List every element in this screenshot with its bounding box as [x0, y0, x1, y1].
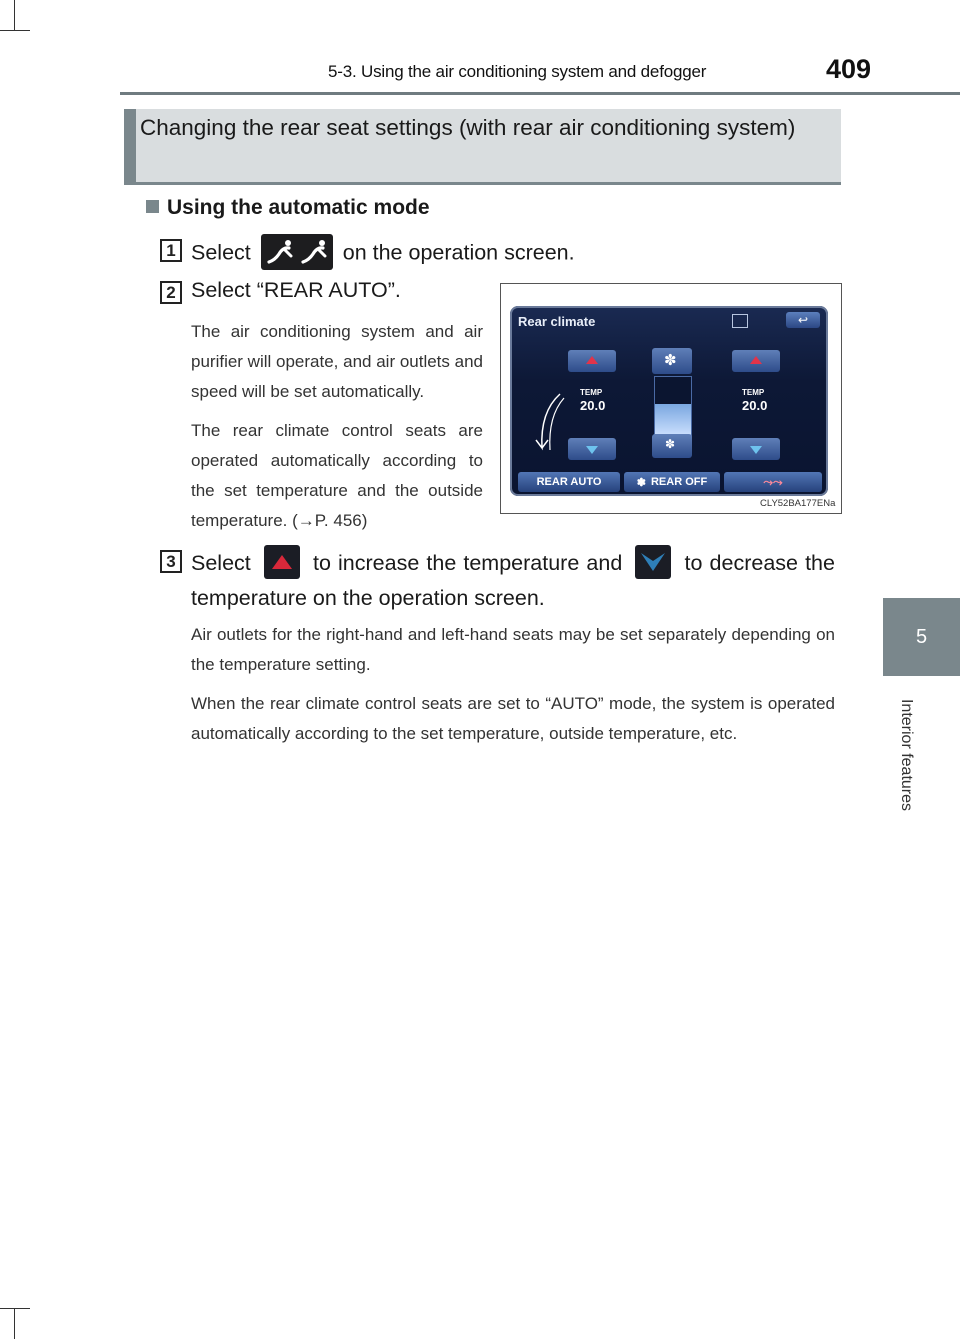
rear-climate-icon	[261, 234, 333, 270]
step-number-2: 2	[160, 281, 182, 304]
right-temp-value: 20.0	[742, 398, 768, 413]
page-number: 409	[826, 54, 872, 84]
fan-small-icon: ✽	[665, 437, 676, 451]
temp-up-icon	[264, 545, 300, 579]
right-temp-down-button[interactable]	[732, 438, 780, 460]
chapter-label-wrap	[894, 688, 916, 828]
crop-mark	[14, 0, 15, 30]
rear-auto-button[interactable]	[518, 472, 620, 492]
chapter-label: Interior features	[898, 698, 915, 812]
crop-mark	[0, 1308, 30, 1309]
rear-seat-off-icon: ⤳⤳	[763, 474, 783, 489]
step-1-post: on the operation screen.	[342, 240, 575, 265]
left-temp-value: 20.0	[580, 398, 606, 413]
subsection-heading	[146, 196, 430, 220]
step-3-post: to decrease the temperature on the operation screen.	[191, 551, 835, 611]
back-button[interactable]	[786, 312, 820, 328]
step-2-text: Select “REAR AUTO”.	[191, 278, 401, 302]
step-2-note-b: The rear climate control seats are operated automatically according to the set temperature and the outside temperature. (→P. 456)	[191, 421, 483, 530]
square-bullet-icon	[146, 200, 159, 213]
rear-seat-toggle-button[interactable]	[724, 472, 822, 492]
left-temp-label: TEMP	[580, 388, 603, 397]
right-temp-label: TEMP	[742, 388, 765, 397]
fan-up-button[interactable]	[652, 348, 692, 374]
step-number-1: 1	[160, 239, 182, 262]
step-3-mid: to increase the temperature and	[312, 551, 623, 575]
temp-up-arrow-icon	[750, 356, 762, 364]
step-1-text	[191, 236, 575, 272]
fan-down-button[interactable]	[652, 434, 692, 458]
rear-auto-label: REAR AUTO	[536, 476, 602, 488]
temp-down-arrow-icon	[750, 446, 762, 454]
fan-icon: ✽	[664, 352, 677, 369]
screen-title: Rear climate	[518, 314, 596, 329]
step-3-pre: Select	[191, 551, 251, 575]
back-arrow-icon: ↩	[797, 313, 809, 327]
chapter-tab	[883, 598, 960, 676]
step-3-text	[191, 546, 835, 615]
step-3-note-b: When the rear climate control seats are set to “AUTO” mode, the system is operated automatically according to the set temperature, outside temperature, etc.	[191, 694, 835, 743]
screen-caption: CLY52BA177ENa	[760, 498, 836, 509]
fan-off-icon: ✽	[636, 476, 646, 489]
right-temp-up-button[interactable]	[732, 350, 780, 372]
header-section-ref: 5-3. Using the air conditioning system and defogger	[328, 62, 707, 81]
rear-off-label: REAR OFF	[650, 476, 708, 488]
step-number-3: 3	[160, 550, 182, 573]
temp-down-arrow-icon	[586, 446, 598, 454]
header-rule	[120, 92, 960, 95]
crop-mark	[0, 30, 30, 31]
fan-level-bar	[654, 376, 692, 438]
rear-off-button[interactable]	[624, 472, 720, 492]
temp-down-icon	[635, 545, 671, 579]
crop-mark	[14, 1308, 15, 1339]
rear-climate-screen	[510, 306, 828, 496]
screen-off-icon	[732, 314, 748, 328]
section-title: Changing the rear seat settings (with rear air conditioning system)	[140, 115, 796, 140]
chapter-number: 5	[915, 625, 928, 648]
step-1-pre: Select	[191, 240, 251, 265]
step-2-note-a: The air conditioning system and air purifier will operate, and air outlets and speed will be set automatically.	[191, 322, 483, 401]
left-temp-up-button[interactable]	[568, 350, 616, 372]
step-3-note-a: Air outlets for the right-hand and left-hand seats may be set separately depending on the temperature setting.	[191, 625, 835, 674]
left-temp-down-button[interactable]	[568, 438, 616, 460]
temp-up-arrow-icon	[586, 356, 598, 364]
subsection-title: Using the automatic mode	[167, 196, 430, 219]
callout-arrow-icon	[530, 392, 566, 472]
